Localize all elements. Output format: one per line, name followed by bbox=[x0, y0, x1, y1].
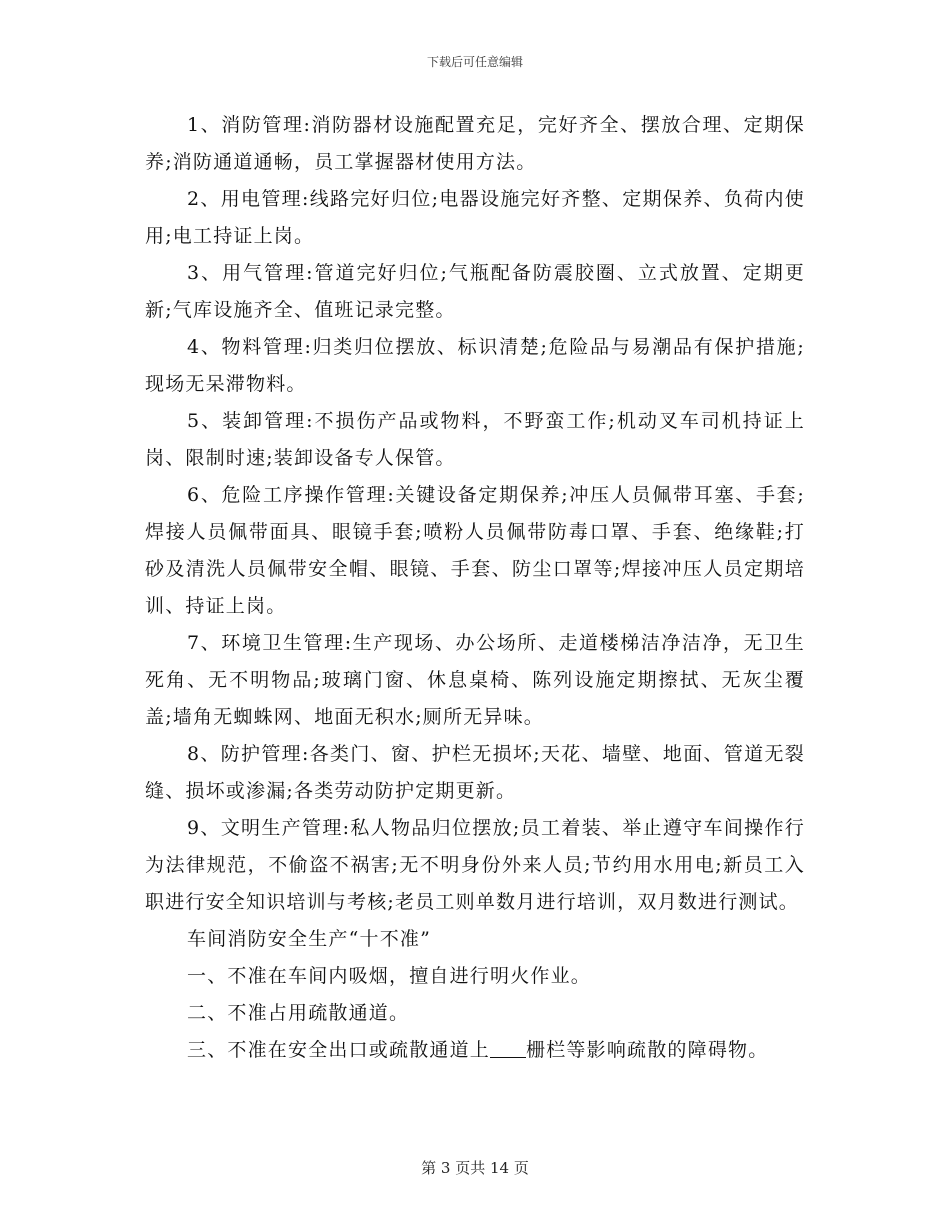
paragraph-9: 9、文明生产管理:私人物品归位摆放;员工着装、举止遵守车间操作行为法律规范，不偷盗不祸害;无不明身份外来人员;节约用水用电;新员工入职进行安全知识培训与考核;老员工则单数月进行培训，双月数进行测试。 bbox=[145, 817, 805, 913]
paragraph-1: 1、消防管理:消防器材设施配置充足，完好齐全、摆放合理、定期保养;消防通道通畅，员工掌握器材使用方法。 bbox=[145, 114, 805, 173]
paragraph-6: 6、危险工序操作管理:关键设备定期保养;冲压人员佩带耳塞、手套;焊接人员佩带面具、眼镜手套;喷粉人员佩带防毒口罩、手套、绝缘鞋;打砂及清洗人员佩带安全帽、眼镜、手套、防尘口罩等;焊接冲压人员定期培训、持证上岗。 bbox=[145, 484, 805, 617]
page-header: 下载后可任意编辑 bbox=[426, 55, 523, 69]
rule-2: 二、不准占用疏散通道。 bbox=[187, 1002, 410, 1024]
paragraph-8: 8、防护管理:各类门、窗、护栏无损坏;天花、墙壁、地面、管道无裂缝、损坏或渗漏;各类劳动防护定期更新。 bbox=[145, 743, 805, 802]
paragraph-2: 2、用电管理:线路完好归位;电器设施完好齐整、定期保养、负荷内使用;电工持证上岗。 bbox=[145, 188, 805, 247]
document-body bbox=[145, 107, 805, 1069]
rule-3-after: 栅栏等影响疏散的障碍物。 bbox=[526, 1039, 769, 1061]
rule-3 bbox=[145, 1032, 805, 1069]
page-footer: 第 3 页共 14 页 bbox=[421, 1159, 529, 1177]
paragraph-5: 5、装卸管理:不损伤产品或物料，不野蛮工作;机动叉车司机持证上岗、限制时速;装卸设备专人保管。 bbox=[145, 410, 805, 469]
section-title: 车间消防安全生产“十不准” bbox=[187, 928, 432, 950]
paragraph-3: 3、用气管理:管道完好归位;气瓶配备防震胶圈、立式放置、定期更新;气库设施齐全、值班记录完整。 bbox=[145, 262, 805, 321]
paragraph-7: 7、环境卫生管理:生产现场、办公场所、走道楼梯洁净洁净，无卫生死角、无不明物品;玻璃门窗、休息桌椅、陈列设施定期擦拭、无灰尘覆盖;墙角无蜘蛛网、地面无积水;厕所无异味。 bbox=[145, 632, 805, 728]
fill-in-blank bbox=[490, 1037, 526, 1058]
rule-3-before: 三、不准在安全出口或疏散通道上 bbox=[187, 1039, 491, 1061]
rule-1: 一、不准在车间内吸烟，擅自进行明火作业。 bbox=[187, 965, 592, 987]
paragraph-4: 4、物料管理:归类归位摆放、标识清楚;危险品与易潮品有保护措施;现场无呆滞物料。 bbox=[145, 336, 805, 395]
